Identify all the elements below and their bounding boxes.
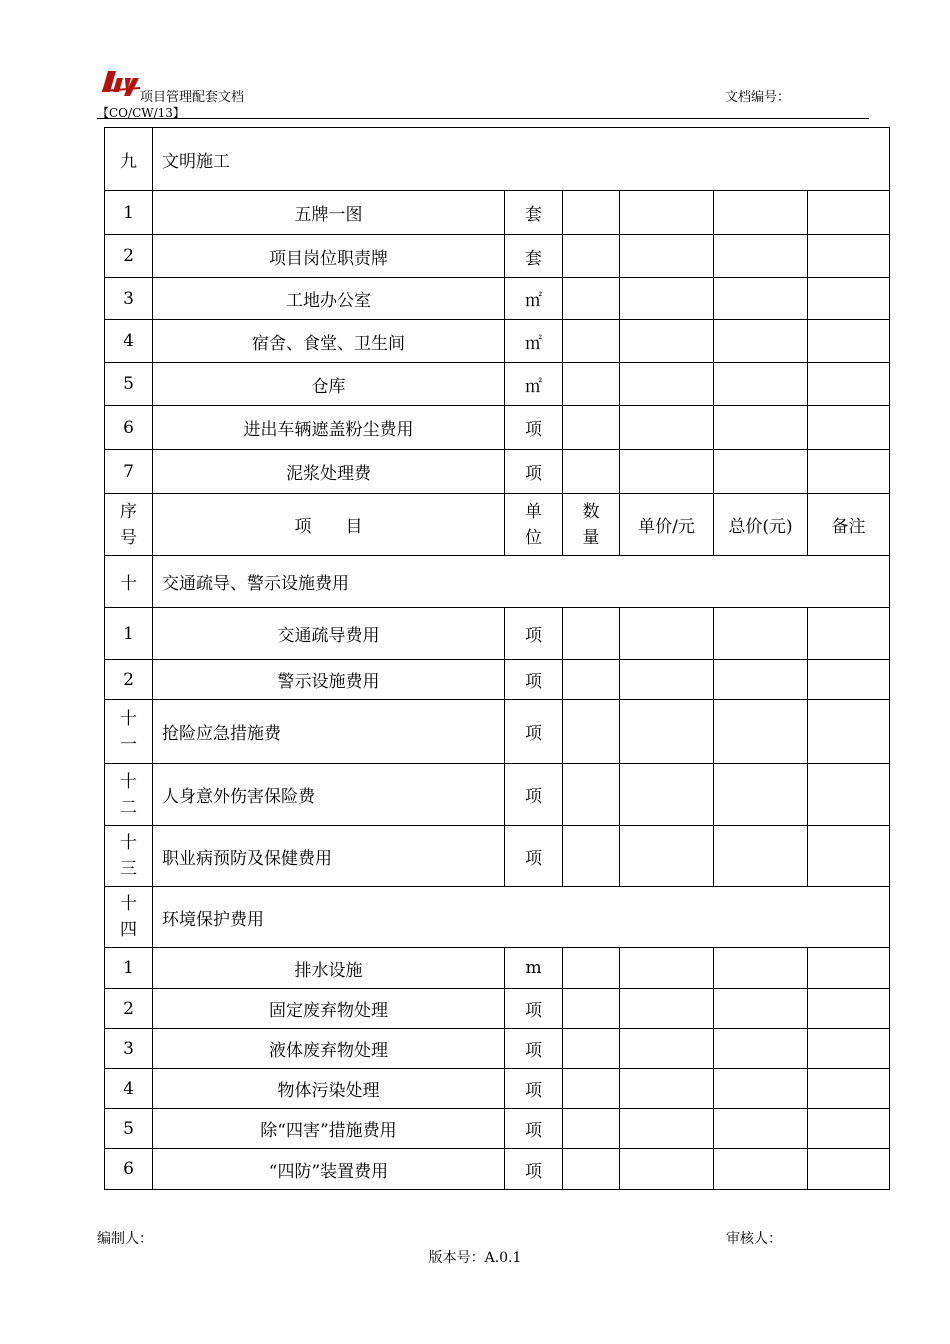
qty-cell[interactable]: [563, 608, 620, 660]
row-unit: 套: [505, 191, 563, 235]
section-row: [105, 887, 890, 948]
section-row: [105, 556, 890, 608]
table-row: [105, 1149, 890, 1190]
remark-cell[interactable]: [808, 191, 890, 235]
unit-price-cell[interactable]: [620, 1109, 714, 1149]
unit-price-cell[interactable]: [620, 700, 714, 764]
unit-price-cell[interactable]: [620, 450, 714, 494]
row-number: 4: [105, 1069, 153, 1109]
remark-cell[interactable]: [808, 320, 890, 363]
row-item-name: 物体污染处理: [153, 1069, 505, 1109]
total-price-cell[interactable]: [714, 191, 808, 235]
row-number: 2: [105, 660, 153, 700]
remark-cell[interactable]: [808, 764, 890, 826]
section-title: 交通疏导、警示设施费用: [153, 556, 890, 608]
total-price-cell[interactable]: [714, 1109, 808, 1149]
row-number: 2: [105, 989, 153, 1029]
qty-cell[interactable]: [563, 764, 620, 826]
section-number: 十四: [105, 887, 153, 948]
row-unit: 项: [505, 700, 563, 764]
section-title: 人身意外伤害保险费: [153, 764, 505, 826]
row-unit: 项: [505, 1069, 563, 1109]
remark-cell[interactable]: [808, 1109, 890, 1149]
remark-cell[interactable]: [808, 1149, 890, 1190]
remark-cell[interactable]: [808, 660, 890, 700]
total-price-cell[interactable]: [714, 320, 808, 363]
table-row: [105, 608, 890, 660]
qty-cell[interactable]: [563, 1149, 620, 1190]
table-row: [105, 363, 890, 406]
row-item-name: 排水设施: [153, 948, 505, 989]
row-unit: 项: [505, 989, 563, 1029]
remark-cell[interactable]: [808, 363, 890, 406]
cost-table: [104, 127, 890, 1190]
row-item-name: 项目岗位职责牌: [153, 235, 505, 278]
qty-cell[interactable]: [563, 700, 620, 764]
qty-cell[interactable]: [563, 826, 620, 887]
qty-cell[interactable]: [563, 235, 620, 278]
table-row: [105, 1109, 890, 1149]
row-item-name: 除“四害”措施费用: [153, 1109, 505, 1149]
total-price-cell[interactable]: [714, 700, 808, 764]
remark-cell[interactable]: [808, 406, 890, 450]
total-price-cell[interactable]: [714, 1069, 808, 1109]
table-row: [105, 191, 890, 235]
document-header: [97, 68, 869, 122]
qty-cell[interactable]: [563, 320, 620, 363]
section-row: [105, 826, 890, 887]
header-unit-price: 单价/元: [620, 494, 714, 556]
qty-cell[interactable]: [563, 450, 620, 494]
unit-price-cell[interactable]: [620, 191, 714, 235]
table-row: [105, 406, 890, 450]
unit-price-cell[interactable]: [620, 764, 714, 826]
section-row: [105, 700, 890, 764]
header-divider: [97, 118, 869, 119]
unit-price-cell[interactable]: [620, 363, 714, 406]
row-unit: 项: [505, 608, 563, 660]
row-item-name: 警示设施费用: [153, 660, 505, 700]
row-unit: 项: [505, 450, 563, 494]
total-price-cell[interactable]: [714, 1029, 808, 1069]
remark-cell[interactable]: [808, 1029, 890, 1069]
table-row: [105, 1069, 890, 1109]
section-title: 抢险应急措施费: [153, 700, 505, 764]
total-price-cell[interactable]: [714, 278, 808, 320]
table-row: [105, 235, 890, 278]
remark-cell[interactable]: [808, 278, 890, 320]
row-item-name: “四防”装置费用: [153, 1149, 505, 1190]
document-code: 【CO/CW/13】: [97, 106, 185, 120]
section-number: 十三: [105, 826, 153, 887]
row-number: 3: [105, 1029, 153, 1069]
row-unit: ㎡: [505, 278, 563, 320]
section-row: [105, 764, 890, 826]
remark-cell[interactable]: [808, 235, 890, 278]
header-qty: 数量: [563, 494, 620, 556]
total-price-cell[interactable]: [714, 363, 808, 406]
unit-price-cell[interactable]: [620, 1029, 714, 1069]
unit-price-cell[interactable]: [620, 948, 714, 989]
table-row: [105, 320, 890, 363]
row-unit: 项: [505, 826, 563, 887]
header-unit: 单位: [505, 494, 563, 556]
row-number: 3: [105, 278, 153, 320]
table-row: [105, 278, 890, 320]
header-remark: 备注: [808, 494, 890, 556]
row-unit: 项: [505, 764, 563, 826]
company-logo-icon: [100, 68, 142, 96]
remark-cell[interactable]: [808, 989, 890, 1029]
unit-price-cell[interactable]: [620, 1069, 714, 1109]
column-header-row: [105, 494, 890, 556]
header-total-price: 总价(元): [714, 494, 808, 556]
unit-price-cell[interactable]: [620, 406, 714, 450]
row-item-name: 液体废弃物处理: [153, 1029, 505, 1069]
total-price-cell[interactable]: [714, 660, 808, 700]
section-row: [105, 128, 890, 191]
total-price-cell[interactable]: [714, 1149, 808, 1190]
remark-cell[interactable]: [808, 948, 890, 989]
row-unit: 套: [505, 235, 563, 278]
remark-cell[interactable]: [808, 608, 890, 660]
row-unit: 项: [505, 660, 563, 700]
row-item-name: 固定废弃物处理: [153, 989, 505, 1029]
prepared-by-label: 编制人：: [97, 1231, 153, 1247]
unit-price-cell[interactable]: [620, 320, 714, 363]
version-label: 版本号：A.0.1: [428, 1250, 522, 1266]
document-title: 项目管理配套文档: [140, 90, 245, 105]
section-title: 职业病预防及保健费用: [153, 826, 505, 887]
header-item: 项 目: [153, 494, 505, 556]
row-number: 4: [105, 320, 153, 363]
row-number: 6: [105, 1149, 153, 1190]
remark-cell[interactable]: [808, 1069, 890, 1109]
qty-cell[interactable]: [563, 948, 620, 989]
unit-price-cell[interactable]: [620, 278, 714, 320]
row-item-name: 进出车辆遮盖粉尘费用: [153, 406, 505, 450]
document-number-label: 文档编号：: [725, 90, 791, 105]
row-unit: ㎡: [505, 363, 563, 406]
total-price-cell[interactable]: [714, 406, 808, 450]
reviewed-by-label: 审核人：: [726, 1231, 782, 1247]
unit-price-cell[interactable]: [620, 826, 714, 887]
table-row: [105, 948, 890, 989]
row-item-name: 泥浆处理费: [153, 450, 505, 494]
total-price-cell[interactable]: [714, 608, 808, 660]
table-row: [105, 989, 890, 1029]
section-number: 十二: [105, 764, 153, 826]
row-item-name: 宿舍、食堂、卫生间: [153, 320, 505, 363]
table-row: [105, 660, 890, 700]
total-price-cell[interactable]: [714, 235, 808, 278]
qty-cell[interactable]: [563, 191, 620, 235]
row-number: 5: [105, 363, 153, 406]
table-row: [105, 450, 890, 494]
total-price-cell[interactable]: [714, 450, 808, 494]
qty-cell[interactable]: [563, 406, 620, 450]
section-number: 十一: [105, 700, 153, 764]
qty-cell[interactable]: [563, 1109, 620, 1149]
unit-price-cell[interactable]: [620, 235, 714, 278]
section-number: 十: [105, 556, 153, 608]
remark-cell[interactable]: [808, 450, 890, 494]
total-price-cell[interactable]: [714, 948, 808, 989]
row-number: 1: [105, 948, 153, 989]
section-title: 环境保护费用: [153, 887, 890, 948]
table-row: [105, 1029, 890, 1069]
row-unit: 项: [505, 406, 563, 450]
qty-cell[interactable]: [563, 1029, 620, 1069]
unit-price-cell[interactable]: [620, 608, 714, 660]
qty-cell[interactable]: [563, 660, 620, 700]
row-number: 7: [105, 450, 153, 494]
unit-price-cell[interactable]: [620, 660, 714, 700]
unit-price-cell[interactable]: [620, 989, 714, 1029]
row-unit: 项: [505, 1029, 563, 1069]
row-number: 2: [105, 235, 153, 278]
row-unit: m: [505, 948, 563, 989]
remark-cell[interactable]: [808, 826, 890, 887]
qty-cell[interactable]: [563, 1069, 620, 1109]
qty-cell[interactable]: [563, 278, 620, 320]
header-seq: 序号: [105, 494, 153, 556]
total-price-cell[interactable]: [714, 764, 808, 826]
section-title: 文明施工: [153, 128, 890, 191]
row-number: 1: [105, 191, 153, 235]
row-unit: 项: [505, 1109, 563, 1149]
row-item-name: 五牌一图: [153, 191, 505, 235]
total-price-cell[interactable]: [714, 826, 808, 887]
remark-cell[interactable]: [808, 700, 890, 764]
qty-cell[interactable]: [563, 989, 620, 1029]
row-item-name: 交通疏导费用: [153, 608, 505, 660]
unit-price-cell[interactable]: [620, 1149, 714, 1190]
qty-cell[interactable]: [563, 363, 620, 406]
row-item-name: 仓库: [153, 363, 505, 406]
row-unit: ㎡: [505, 320, 563, 363]
total-price-cell[interactable]: [714, 989, 808, 1029]
row-number: 6: [105, 406, 153, 450]
row-unit: 项: [505, 1149, 563, 1190]
row-number: 1: [105, 608, 153, 660]
section-number: 九: [105, 128, 153, 191]
row-item-name: 工地办公室: [153, 278, 505, 320]
row-number: 5: [105, 1109, 153, 1149]
